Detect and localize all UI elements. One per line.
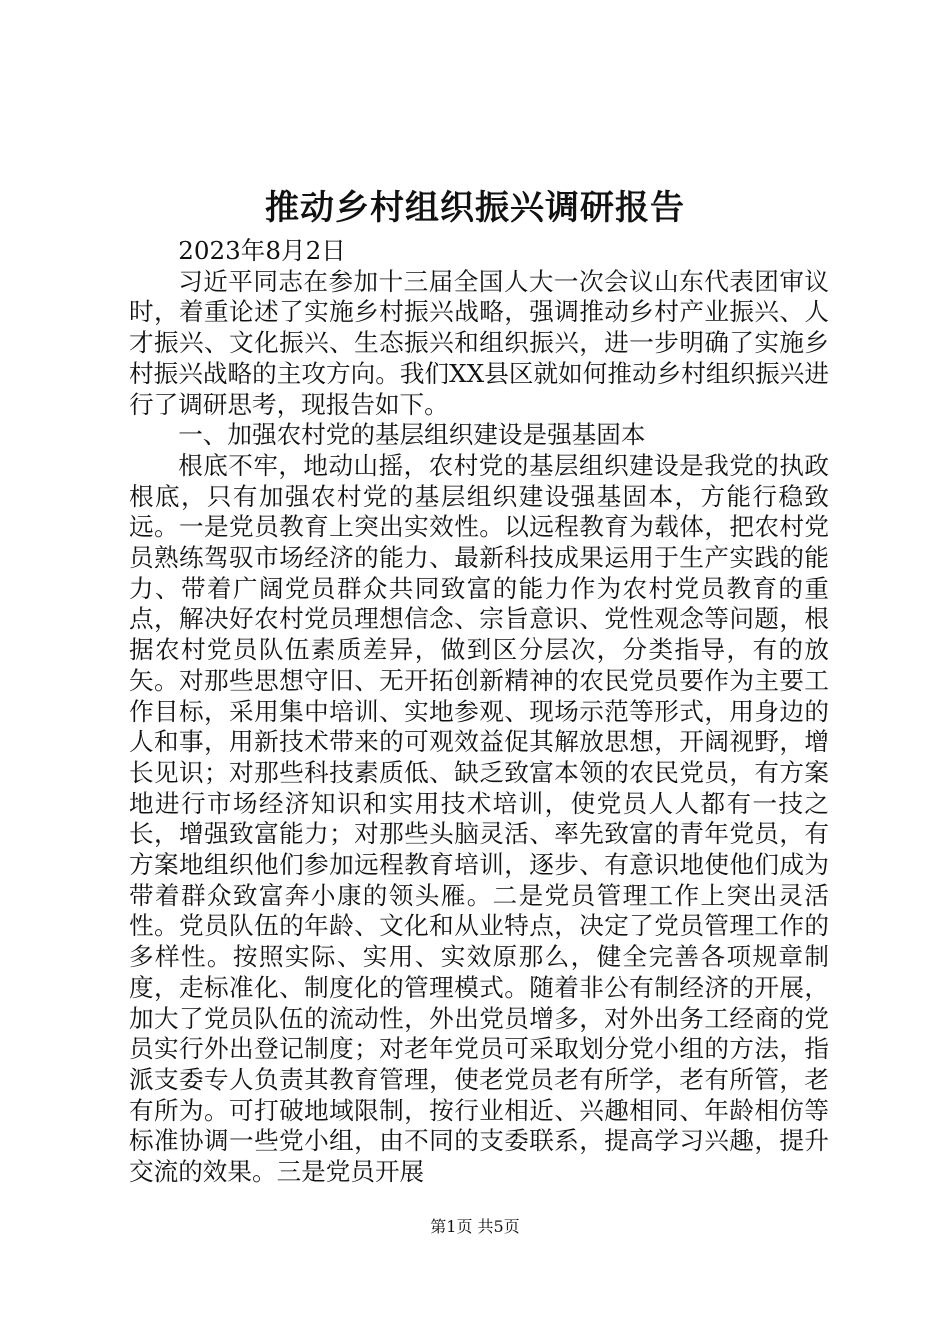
paragraph-intro: 习近平同志在参加十三届全国人大一次会议山东代表团审议时，着重论述了实施乡村振兴战略，强调推动乡村产业振兴、人才振兴、文化振兴、生态振兴和组织振兴，进一步明确了实施乡村振兴战略的主攻方向。我们XX县区就如何推动乡村组织振兴进行了调研思考，现报告如下。 xyxy=(129,266,829,419)
document-body xyxy=(129,236,829,1188)
section-heading-1: 一、加强农村党的基层组织建设是强基固本 xyxy=(178,420,646,450)
paragraph-section-1: 根底不牢，地动山摇，农村党的基层组织建设是我党的执政根底，只有加强农村党的基层组织建设强基固本，方能行稳致远。一是党员教育上突出实效性。以远程教育为载体，把农村党员熟练驾驭市场经济的能力、最新科技成果运用于生产实践的能力、带着广阔党员群众共同致富的能力作为农村党员教育的重点，解决好农村党员理想信念、宗旨意识、党性观念等问题，根据农村党员队伍素质差异，做到区分层次，分类指导，有的放矢。对那些思想守旧、无开拓创新精神的农民党员要作为主要工作目标，采用集中培训、实地参观、现场示范等形式，用身边的人和事，用新技术带来的可观效益促其解放思想，开阔视野，增长见识；对那些科技素质低、缺乏致富本领的农民党员，有方案地进行市场经济知识和实用技术培训，使党员人人都有一技之长，增强致富能力；对那些头脑灵活、率先致富的青年党员，有方案地组织他们参加远程教育培训，逐步、有意识地使他们成为带着群众致富奔小康的领头雁。二是党员管理工作上突出灵活性。党员队伍的年龄、文化和从业特点，决定了党员管理工作的多样性。按照实际、实用、实效原那么，健全完善各项规章制度，走标准化、制度化的管理模式。随着非公有制经济的开展，加大了党员队伍的流动性，外出党员增多，对外出务工经商的党员实行外出登记制度；对老年党员可采取划分党小组的方法，指派支委专人负责其教育管理，使老党员老有所学，老有所管，老有所为。可打破地域限制，按行业相近、兴趣相同、年龄相仿等标准协调一些党小组，由不同的支委联系，提高学习兴趣，提升交流的效果。三是党员开展 xyxy=(129,450,829,1187)
document-date: 2023年8月2日 xyxy=(178,236,346,265)
document-title: 推动乡村组织振兴调研报告 xyxy=(265,188,685,228)
page-footer: 第1页 共5页 xyxy=(430,1217,520,1236)
